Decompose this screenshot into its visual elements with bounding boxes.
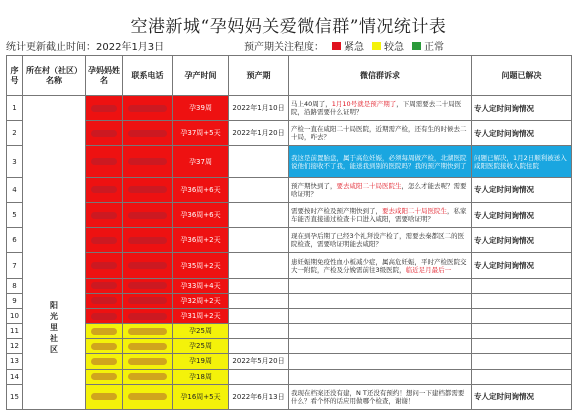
table-row (7, 339, 572, 354)
appeal-cell (289, 293, 472, 308)
pregnancy-time-cell: 孕37周 (173, 146, 229, 177)
pregnancy-time-cell: 孕16周+5天 (173, 384, 229, 409)
redaction-blur (128, 282, 167, 289)
appeal-text: 我现在档案还没有建，N T还没有预约！想问一下建档都需要什么？看个怀的话应用做哪个检查，谢谢！ (291, 388, 465, 405)
appeal-text: ，私家车能否直接通过检查卡口进入咸阳，需要啥证明？ (291, 207, 467, 224)
solution-cell (472, 278, 572, 293)
appeal-text: ，下周需要去二十局医院，沿路需要什么证明？ (291, 100, 462, 117)
table-row (7, 324, 572, 339)
appeal-text: 需要按时产检及预产期快到了， (291, 207, 382, 216)
redacted-phone-cell (123, 278, 173, 293)
due-date-cell (229, 339, 289, 354)
row-number-cell: 10 (7, 308, 23, 323)
table-row (7, 253, 572, 278)
redaction-blur (91, 237, 117, 244)
legend-normal-label: 正常 (424, 42, 444, 53)
redaction-blur (91, 343, 117, 350)
redaction-blur (91, 282, 117, 289)
table-row (7, 203, 572, 228)
legend-swatch-urgent (332, 42, 341, 50)
header-cell-solution: 问题已解决 (472, 56, 572, 96)
due-date-cell (229, 278, 289, 293)
redacted-phone-cell (123, 369, 173, 384)
row-number-cell: 13 (7, 354, 23, 369)
row-number-cell: 4 (7, 177, 23, 202)
redaction-blur (91, 130, 117, 137)
pregnancy-time-cell: 孕36周+6天 (173, 203, 229, 228)
table-row (7, 308, 572, 323)
redacted-phone-cell (123, 384, 173, 409)
redaction-blur (128, 237, 167, 244)
appeal-cell (289, 339, 472, 354)
redacted-phone-cell (123, 146, 173, 177)
redaction-blur (91, 297, 117, 304)
redacted-name-cell (86, 228, 123, 253)
redacted-name-cell (86, 278, 123, 293)
solution-cell: 专人定时问询情况 (472, 121, 572, 146)
pregnancy-time-cell: 孕32周+2天 (173, 293, 229, 308)
solution-cell (472, 339, 572, 354)
redaction-blur (91, 158, 117, 165)
sheet-title: 空港新城“孕妈妈关爱微信群”情况统计表 (130, 17, 447, 37)
solution-cell: 专人定时问询情况 (472, 177, 572, 202)
row-number-cell: 9 (7, 293, 23, 308)
redaction-blur (128, 130, 167, 137)
region-cell (23, 96, 86, 410)
solution-cell (472, 308, 572, 323)
due-date-cell (229, 203, 289, 228)
header-row (7, 56, 572, 96)
redacted-phone-cell (123, 339, 173, 354)
pregnancy-time-cell: 孕18周 (173, 369, 229, 384)
row-number-cell: 3 (7, 146, 23, 177)
table-row (7, 177, 572, 202)
redacted-name-cell (86, 203, 123, 228)
row-number-cell: 1 (7, 96, 23, 121)
solution-cell: 问题已解决，1月2日顺利被送入咸阳医院接收入院住院 (472, 146, 572, 177)
row-number-cell: 2 (7, 121, 23, 146)
header-cell-due-date: 预产期 (229, 56, 289, 96)
redaction-blur (91, 358, 117, 365)
row-number-cell: 5 (7, 203, 23, 228)
redaction-blur (91, 373, 117, 380)
redaction-blur (91, 186, 117, 193)
redaction-blur (128, 297, 167, 304)
pregnancy-time-cell: 孕39周 (173, 96, 229, 121)
appeal-cell (289, 253, 472, 278)
redacted-name-cell (86, 293, 123, 308)
redacted-name-cell (86, 253, 123, 278)
appeal-cell (289, 146, 472, 177)
redacted-phone-cell (123, 177, 173, 202)
appeal-text: 产检一直在咸阳二十局医院，近期需产检，还有生的时候去二十局，咋去？ (291, 125, 467, 142)
redacted-phone-cell (123, 324, 173, 339)
row-number-cell: 15 (7, 384, 23, 409)
appeal-cell (289, 96, 472, 121)
due-date-cell (229, 324, 289, 339)
due-date-cell (229, 293, 289, 308)
redaction-blur (91, 328, 117, 335)
appeal-text: 我这是前置胎盘，属于高危妊娠，必须每周做产检，北湖医院说他们接收不了我，能送我到别的医院吗？我的预产期快到了 (291, 153, 467, 170)
appeal-cell (289, 203, 472, 228)
pregnancy-time-cell: 孕19周 (173, 354, 229, 369)
due-date-cell (229, 369, 289, 384)
row-number-cell: 8 (7, 278, 23, 293)
redacted-phone-cell (123, 253, 173, 278)
appeal-cell (289, 121, 472, 146)
redacted-name-cell (86, 146, 123, 177)
redaction-blur (128, 373, 167, 380)
row-number-cell: 6 (7, 228, 23, 253)
legend-swatch-moderate (372, 42, 381, 50)
solution-cell (472, 293, 572, 308)
table-row (7, 146, 572, 177)
redacted-phone-cell (123, 308, 173, 323)
appeal-highlight-text: 要去咸阳二十局医院生 (336, 181, 402, 190)
legend-moderate-label: 较急 (384, 42, 404, 53)
row-number-cell: 11 (7, 324, 23, 339)
redacted-name-cell (86, 177, 123, 202)
redaction-blur (128, 212, 167, 219)
redaction-blur (128, 358, 167, 365)
row-number-cell: 12 (7, 339, 23, 354)
redaction-blur (128, 393, 167, 400)
redaction-blur (91, 105, 117, 112)
solution-cell (472, 324, 572, 339)
region-label: 阳光里社区 (50, 301, 58, 354)
appeal-highlight-text: 临近足月最后一 (405, 265, 452, 274)
update-time-label: 统计更新截止时间：2022年1月3日 (6, 42, 165, 53)
statistics-table (6, 55, 572, 410)
redacted-phone-cell (123, 96, 173, 121)
redacted-name-cell (86, 339, 123, 354)
due-date-cell: 2022年1月10日 (229, 96, 289, 121)
redaction-blur (128, 186, 167, 193)
redaction-blur (128, 158, 167, 165)
appeal-text: 现在到孕后期了已经3个礼拜没产检了，需要去秦都区二的医院检查，需要啥证明能去咸阳？ (291, 232, 465, 249)
appeal-text: 马上40周了， (291, 100, 332, 109)
redaction-blur (91, 212, 117, 219)
redacted-name-cell (86, 121, 123, 146)
redaction-blur (91, 393, 117, 400)
redaction-blur (128, 262, 167, 269)
table-row (7, 293, 572, 308)
redacted-phone-cell (123, 121, 173, 146)
table-row (7, 96, 572, 121)
solution-cell: 专人定时问询情况 (472, 228, 572, 253)
header-cell-region: 所在村（社区）名称 (23, 56, 86, 96)
row-number-cell: 14 (7, 369, 23, 384)
header-cell-appeal: 微信群诉求 (289, 56, 472, 96)
redacted-phone-cell (123, 354, 173, 369)
solution-cell: 专人定时问询情况 (472, 96, 572, 121)
redacted-phone-cell (123, 293, 173, 308)
header-cell-name: 孕妈妈姓名 (86, 56, 123, 96)
appeal-cell (289, 278, 472, 293)
header-cell-no: 序号 (7, 56, 23, 96)
redacted-name-cell (86, 96, 123, 121)
pregnancy-time-cell: 孕25周 (173, 324, 229, 339)
appeal-cell (289, 177, 472, 202)
pregnancy-time-cell: 孕36周+2天 (173, 228, 229, 253)
table-body (7, 96, 572, 410)
redaction-blur (128, 105, 167, 112)
pregnancy-time-cell: 孕35周+2天 (173, 253, 229, 278)
due-date-cell (229, 308, 289, 323)
appeal-highlight-text: 要去咸阳二十局医院生 (382, 207, 447, 216)
priority-legend (244, 38, 444, 53)
redacted-phone-cell (123, 228, 173, 253)
table-row (7, 369, 572, 384)
pregnancy-time-cell: 孕25周 (173, 339, 229, 354)
solution-cell: 专人定时问询情况 (472, 384, 572, 409)
pregnancy-time-cell: 孕31周+2天 (173, 308, 229, 323)
due-date-cell: 2022年5月20日 (229, 354, 289, 369)
appeal-text: 患妊娠期免疫性血小板减少症，属高危妊娠，平时产检医院交大一附院，产检及分娩需前往3级医院， (291, 257, 467, 274)
redacted-phone-cell (123, 203, 173, 228)
due-date-cell (229, 146, 289, 177)
solution-cell: 专人定时问询情况 (472, 203, 572, 228)
due-date-cell: 2022年6月13日 (229, 384, 289, 409)
appeal-text: 预产期快到了， (291, 181, 337, 190)
appeal-cell (289, 384, 472, 409)
redaction-blur (91, 313, 117, 320)
table-row (7, 278, 572, 293)
pregnancy-time-cell: 孕37周+5天 (173, 121, 229, 146)
pregnancy-time-cell: 孕33周+4天 (173, 278, 229, 293)
redacted-name-cell (86, 308, 123, 323)
redaction-blur (128, 328, 167, 335)
table-row (7, 228, 572, 253)
due-date-cell: 2022年1月20日 (229, 121, 289, 146)
meta-bar (0, 38, 577, 53)
redaction-blur (91, 262, 117, 269)
pregnancy-time-cell: 孕36周+6天 (173, 177, 229, 202)
appeal-cell (289, 369, 472, 384)
legend-label: 预产期关注程度： (244, 42, 324, 53)
appeal-cell (289, 308, 472, 323)
appeal-highlight-text: 1月10号就是预产期了 (331, 100, 397, 109)
row-number-cell: 7 (7, 253, 23, 278)
redaction-blur (128, 313, 167, 320)
solution-cell (472, 354, 572, 369)
header-cell-pregnancy: 孕产时间 (173, 56, 229, 96)
legend-urgent-label: 紧急 (344, 42, 364, 53)
header-cell-phone: 联系电话 (123, 56, 173, 96)
redacted-name-cell (86, 369, 123, 384)
appeal-cell (289, 354, 472, 369)
legend-swatch-normal (412, 42, 421, 50)
solution-cell: 专人定时问询情况 (472, 253, 572, 278)
due-date-cell (229, 177, 289, 202)
appeal-text: ，怎么才能去呢？需要啥证明？ (291, 181, 467, 198)
appeal-cell (289, 324, 472, 339)
redaction-blur (128, 343, 167, 350)
table-row (7, 354, 572, 369)
due-date-cell (229, 228, 289, 253)
redacted-name-cell (86, 384, 123, 409)
table-row (7, 384, 572, 409)
redacted-name-cell (86, 324, 123, 339)
table-row (7, 121, 572, 146)
redacted-name-cell (86, 354, 123, 369)
appeal-cell (289, 228, 472, 253)
solution-cell (472, 369, 572, 384)
due-date-cell (229, 253, 289, 278)
